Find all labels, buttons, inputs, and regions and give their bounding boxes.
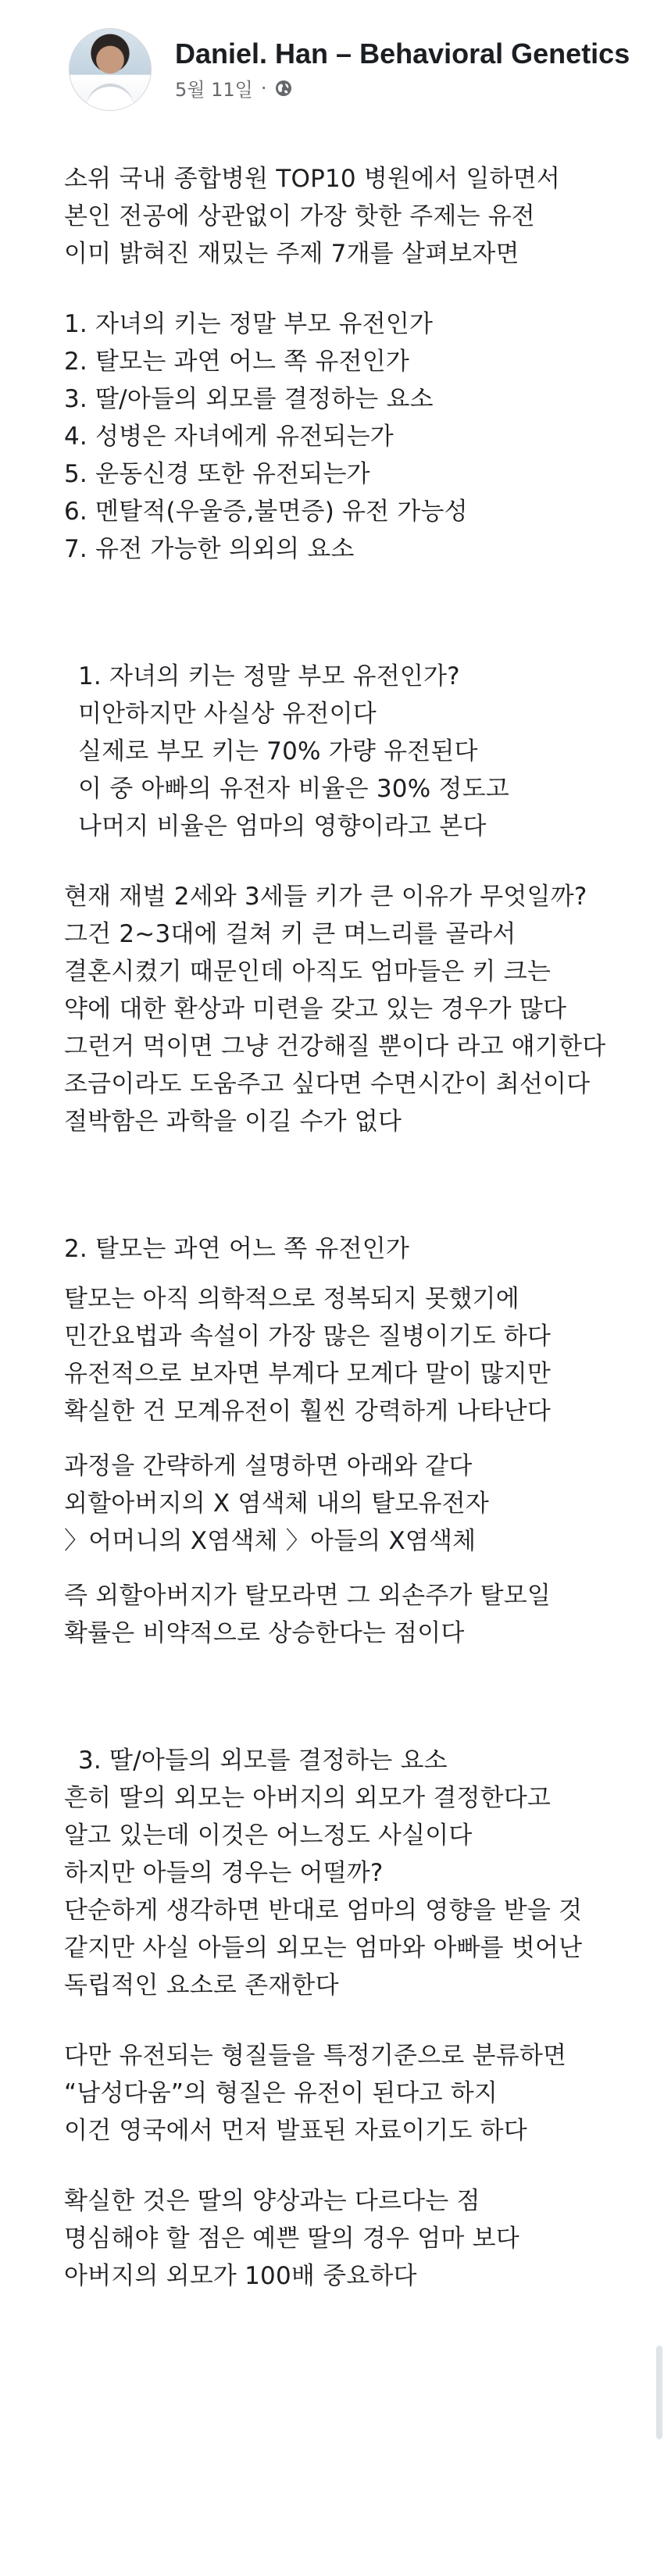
section-line: 이건 영국에서 먼저 발표된 자료이기도 하다 bbox=[64, 2117, 527, 2145]
section-title: 1. 자녀의 키는 정말 부모 유전인가? bbox=[78, 662, 460, 690]
section-line: 유전적으로 보자면 부계다 모계다 말이 많지만 bbox=[64, 1360, 552, 1388]
post-header bbox=[69, 27, 630, 112]
section-line: 하지만 아들의 경우는 어떨까? bbox=[64, 1859, 384, 1887]
scrollbar[interactable] bbox=[656, 2346, 662, 2439]
section-line: 흔히 딸의 외모는 아버지의 외모가 결정한다고 bbox=[64, 1784, 552, 1812]
section-line: 탈모는 아직 의학적으로 정복되지 못했기에 bbox=[64, 1285, 519, 1313]
section-line: 조금이라도 도움주고 싶다면 수면시간이 최선이다 bbox=[64, 1070, 591, 1098]
topic-item: 7. 유전 가능한 의외의 요소 bbox=[64, 535, 355, 563]
section-line: 명심해야 할 점은 예쁜 딸의 경우 엄마 보다 bbox=[64, 2225, 519, 2253]
section-line: 아버지의 외모가 100배 중요하다 bbox=[64, 2262, 417, 2290]
topic-item: 2. 탈모는 과연 어느 쪽 유전인가 bbox=[64, 348, 409, 376]
section-hair-loss bbox=[64, 1230, 627, 1652]
topic-item: 3. 딸/아들의 외모를 결정하는 요소 bbox=[64, 385, 434, 413]
section-line: 미안하지만 사실상 유전이다 bbox=[78, 700, 377, 728]
section-line: 현재 재벌 2세와 3세들 키가 큰 이유가 무엇일까? bbox=[64, 883, 587, 911]
topic-item: 4. 성병은 자녀에게 유전되는가 bbox=[64, 423, 394, 451]
section-line: 실제로 부모 키는 70% 가량 유전된다 bbox=[78, 737, 478, 765]
section-line: 민간요법과 속설이 가장 많은 질병이기도 하다 bbox=[64, 1322, 552, 1350]
section-line: 절박함은 과학을 이길 수가 없다 bbox=[64, 1108, 402, 1136]
section-title: 2. 탈모는 과연 어느 쪽 유전인가 bbox=[64, 1235, 409, 1263]
section-line: 즉 외할아버지가 탈모라면 그 외손주가 탈모일 bbox=[64, 1582, 552, 1610]
section-line: 확실한 건 모계유전이 훨씬 강력하게 나타난다 bbox=[64, 1397, 552, 1425]
intro-line: 본인 전공에 상관없이 가장 핫한 주제는 유전 bbox=[64, 202, 535, 230]
section-line: 결혼시켰기 때문인데 아직도 엄마들은 키 크는 bbox=[64, 958, 552, 986]
section-line: 확실한 것은 딸의 양상과는 다르다는 점 bbox=[64, 2187, 480, 2215]
section-line: 〉어머니의 X염색체 〉아들의 X염색체 bbox=[64, 1527, 477, 1555]
section-line: 나머지 비율은 엄마의 영향이라고 본다 bbox=[78, 812, 487, 840]
section-line: 확률은 비약적으로 상승한다는 점이다 bbox=[64, 1619, 465, 1647]
author-avatar[interactable] bbox=[69, 28, 152, 111]
section-line: 그런거 먹이면 그냥 건강해질 뿐이다 라고 얘기한다 bbox=[64, 1033, 606, 1061]
topic-item: 1. 자녀의 키는 정말 부모 유전인가 bbox=[64, 310, 434, 338]
intro-line: 이미 밝혀진 재밌는 주제 7개를 살펴보자면 bbox=[64, 240, 519, 268]
section-line: 그건 2~3대에 걸쳐 키 큰 며느리를 골라서 bbox=[64, 920, 516, 948]
section-height bbox=[64, 658, 627, 1140]
section-appearance bbox=[64, 1742, 627, 2295]
topic-list bbox=[64, 305, 627, 568]
timestamp-row bbox=[175, 74, 630, 102]
post-meta bbox=[175, 37, 630, 102]
intro-paragraph bbox=[64, 160, 627, 273]
section-line: 다만 유전되는 형질들을 특정기준으로 분류하면 bbox=[64, 2042, 567, 2070]
section-line: 알고 있는데 이것은 어느정도 사실이다 bbox=[64, 1821, 473, 1850]
topic-item: 6. 멘탈적(우울증,불면증) 유전 가능성 bbox=[64, 498, 468, 526]
section-line: “남성다움”의 형질은 유전이 된다고 하지 bbox=[64, 2079, 498, 2107]
section-line: 약에 대한 환상과 미련을 갖고 있는 경우가 많다 bbox=[64, 995, 567, 1023]
intro-line: 소위 국내 종합병원 TOP10 병원에서 일하면서 bbox=[64, 165, 561, 193]
post-date[interactable]: 5월 11일 bbox=[175, 79, 253, 102]
section-line: 외할아버지의 X 염색체 내의 탈모유전자 bbox=[64, 1490, 489, 1518]
section-title: 3. 딸/아들의 외모를 결정하는 요소 bbox=[78, 1746, 448, 1775]
author-name[interactable]: Daniel. Han – Behavioral Genetics bbox=[175, 37, 630, 70]
section-line: 같지만 사실 아들의 외모는 엄마와 아빠를 벗어난 bbox=[64, 1934, 583, 1962]
section-line: 독립적인 요소로 존재한다 bbox=[64, 1971, 339, 2000]
section-line: 단순하게 생각하면 반대로 엄마의 영향을 받을 것 bbox=[64, 1896, 583, 1925]
section-line: 이 중 아빠의 유전자 비율은 30% 정도고 bbox=[78, 775, 509, 803]
topic-item: 5. 운동신경 또한 유전되는가 bbox=[64, 460, 370, 488]
globe-icon[interactable] bbox=[274, 79, 293, 98]
meta-separator: · bbox=[260, 77, 267, 99]
section-line: 과정을 간략하게 설명하면 아래와 같다 bbox=[64, 1452, 473, 1480]
post-body bbox=[64, 160, 627, 2295]
